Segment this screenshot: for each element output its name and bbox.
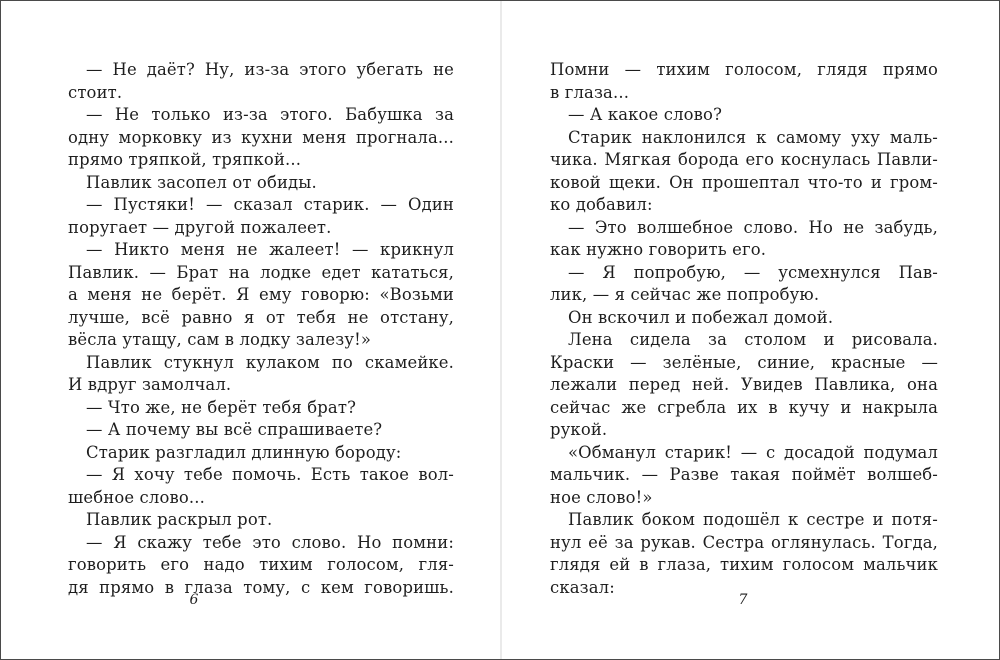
text-line: лежали перед ней. Увидев Павлика, она	[550, 375, 938, 394]
left-page	[1, 1, 500, 659]
text-line: Павлик боком подошёл к сестре и потя-	[568, 510, 938, 529]
text-line: шебное слово...	[68, 487, 205, 507]
text-line: Павлик стукнул кулаком по скамейке.	[86, 352, 454, 372]
text-line: Краски — зелёные, синие, красные —	[550, 352, 938, 372]
text-line: — Я скажу тебе это слово. Но помни:	[86, 532, 454, 552]
text-line: в глаза...	[550, 82, 630, 102]
left-page-text	[68, 59, 454, 599]
text-line: прямо тряпкой, тряпкой...	[68, 150, 302, 169]
text-line: ко добавил:	[550, 195, 653, 214]
text-line: — Я хочу тебе помочь. Есть такое вол-	[86, 465, 454, 484]
text-line: сказал:	[550, 577, 615, 597]
text-line: — Пустяки! — сказал старик. — Один	[86, 195, 454, 214]
text-line: нул её за рукав. Сестра оглянулась. Тогда,	[550, 532, 938, 552]
text-line: мальчик. — Разве такая поймёт волшеб-	[550, 465, 938, 484]
text-line: как нужно говорить его.	[550, 240, 767, 259]
text-line: ковой щеки. Он прошептал что-то и гром-	[550, 172, 938, 192]
text-line: Павлик засопел от обиды.	[86, 172, 317, 192]
right-page-text	[550, 59, 938, 599]
text-line: — Не даёт? Ну, из-за этого убегать не	[86, 60, 454, 79]
text-line: «Обманул старик! — с досадой подумал	[568, 442, 938, 462]
text-line: — А какое слово?	[568, 105, 723, 124]
text-line: лик, — я сейчас же попробую.	[550, 285, 820, 304]
text-line: стоит.	[68, 82, 123, 102]
text-line: Он вскочил и побежал домой.	[568, 307, 834, 327]
text-line: — Я попробую, — усмехнулся Пав-	[568, 262, 938, 282]
text-line: поругает — другой пожалеет.	[68, 217, 332, 237]
text-line: дя прямо в глаза тому, с кем говоришь.	[68, 577, 454, 597]
text-line: лучше, всё равно я от тебя не отстану,	[68, 307, 454, 327]
text-line: — Не только из-за этого. Бабушка за	[86, 105, 454, 124]
text-line: Лена сидела за столом и рисовала.	[568, 330, 938, 349]
text-line: — А почему вы всё спрашиваете?	[86, 420, 383, 439]
text-line: ное слово!»	[550, 487, 653, 507]
text-line: чика. Мягкая борода его коснулась Павли-	[550, 150, 938, 169]
text-line: сейчас же сгребла их в кучу и накрыла	[550, 397, 938, 417]
text-line: глядя ей в глаза, тихим голосом мальчик	[550, 555, 938, 574]
text-line: одну морковку из кухни меня прогнала...	[68, 127, 454, 147]
text-line: Помни — тихим голосом, глядя прямо	[550, 60, 938, 79]
text-line: Павлик раскрыл рот.	[86, 510, 273, 529]
right-page	[502, 1, 999, 659]
text-line: И вдруг замолчал.	[68, 375, 232, 394]
text-line: — Что же, не берёт тебя брат?	[86, 397, 357, 417]
text-line: — Никто меня не жалеет! — крикнул	[86, 240, 454, 259]
left-page-number: 6	[189, 592, 199, 608]
text-line: говорить его надо тихим голосом, гля-	[68, 555, 454, 574]
text-line: Старик наклонился к самому уху маль-	[568, 127, 938, 147]
right-page-number: 7	[738, 592, 748, 608]
text-line: Павлик. — Брат на лодке едет кататься,	[68, 262, 454, 282]
text-line: Старик разгладил длинную бороду:	[86, 442, 402, 462]
text-line: вёсла утащу, сам в лодку залезу!»	[68, 330, 372, 349]
text-line: — Это волшебное слово. Но не забудь,	[568, 217, 938, 237]
text-line: рукой.	[550, 420, 608, 439]
text-line: а меня не берёт. Я ему говорю: «Возьми	[68, 285, 454, 304]
